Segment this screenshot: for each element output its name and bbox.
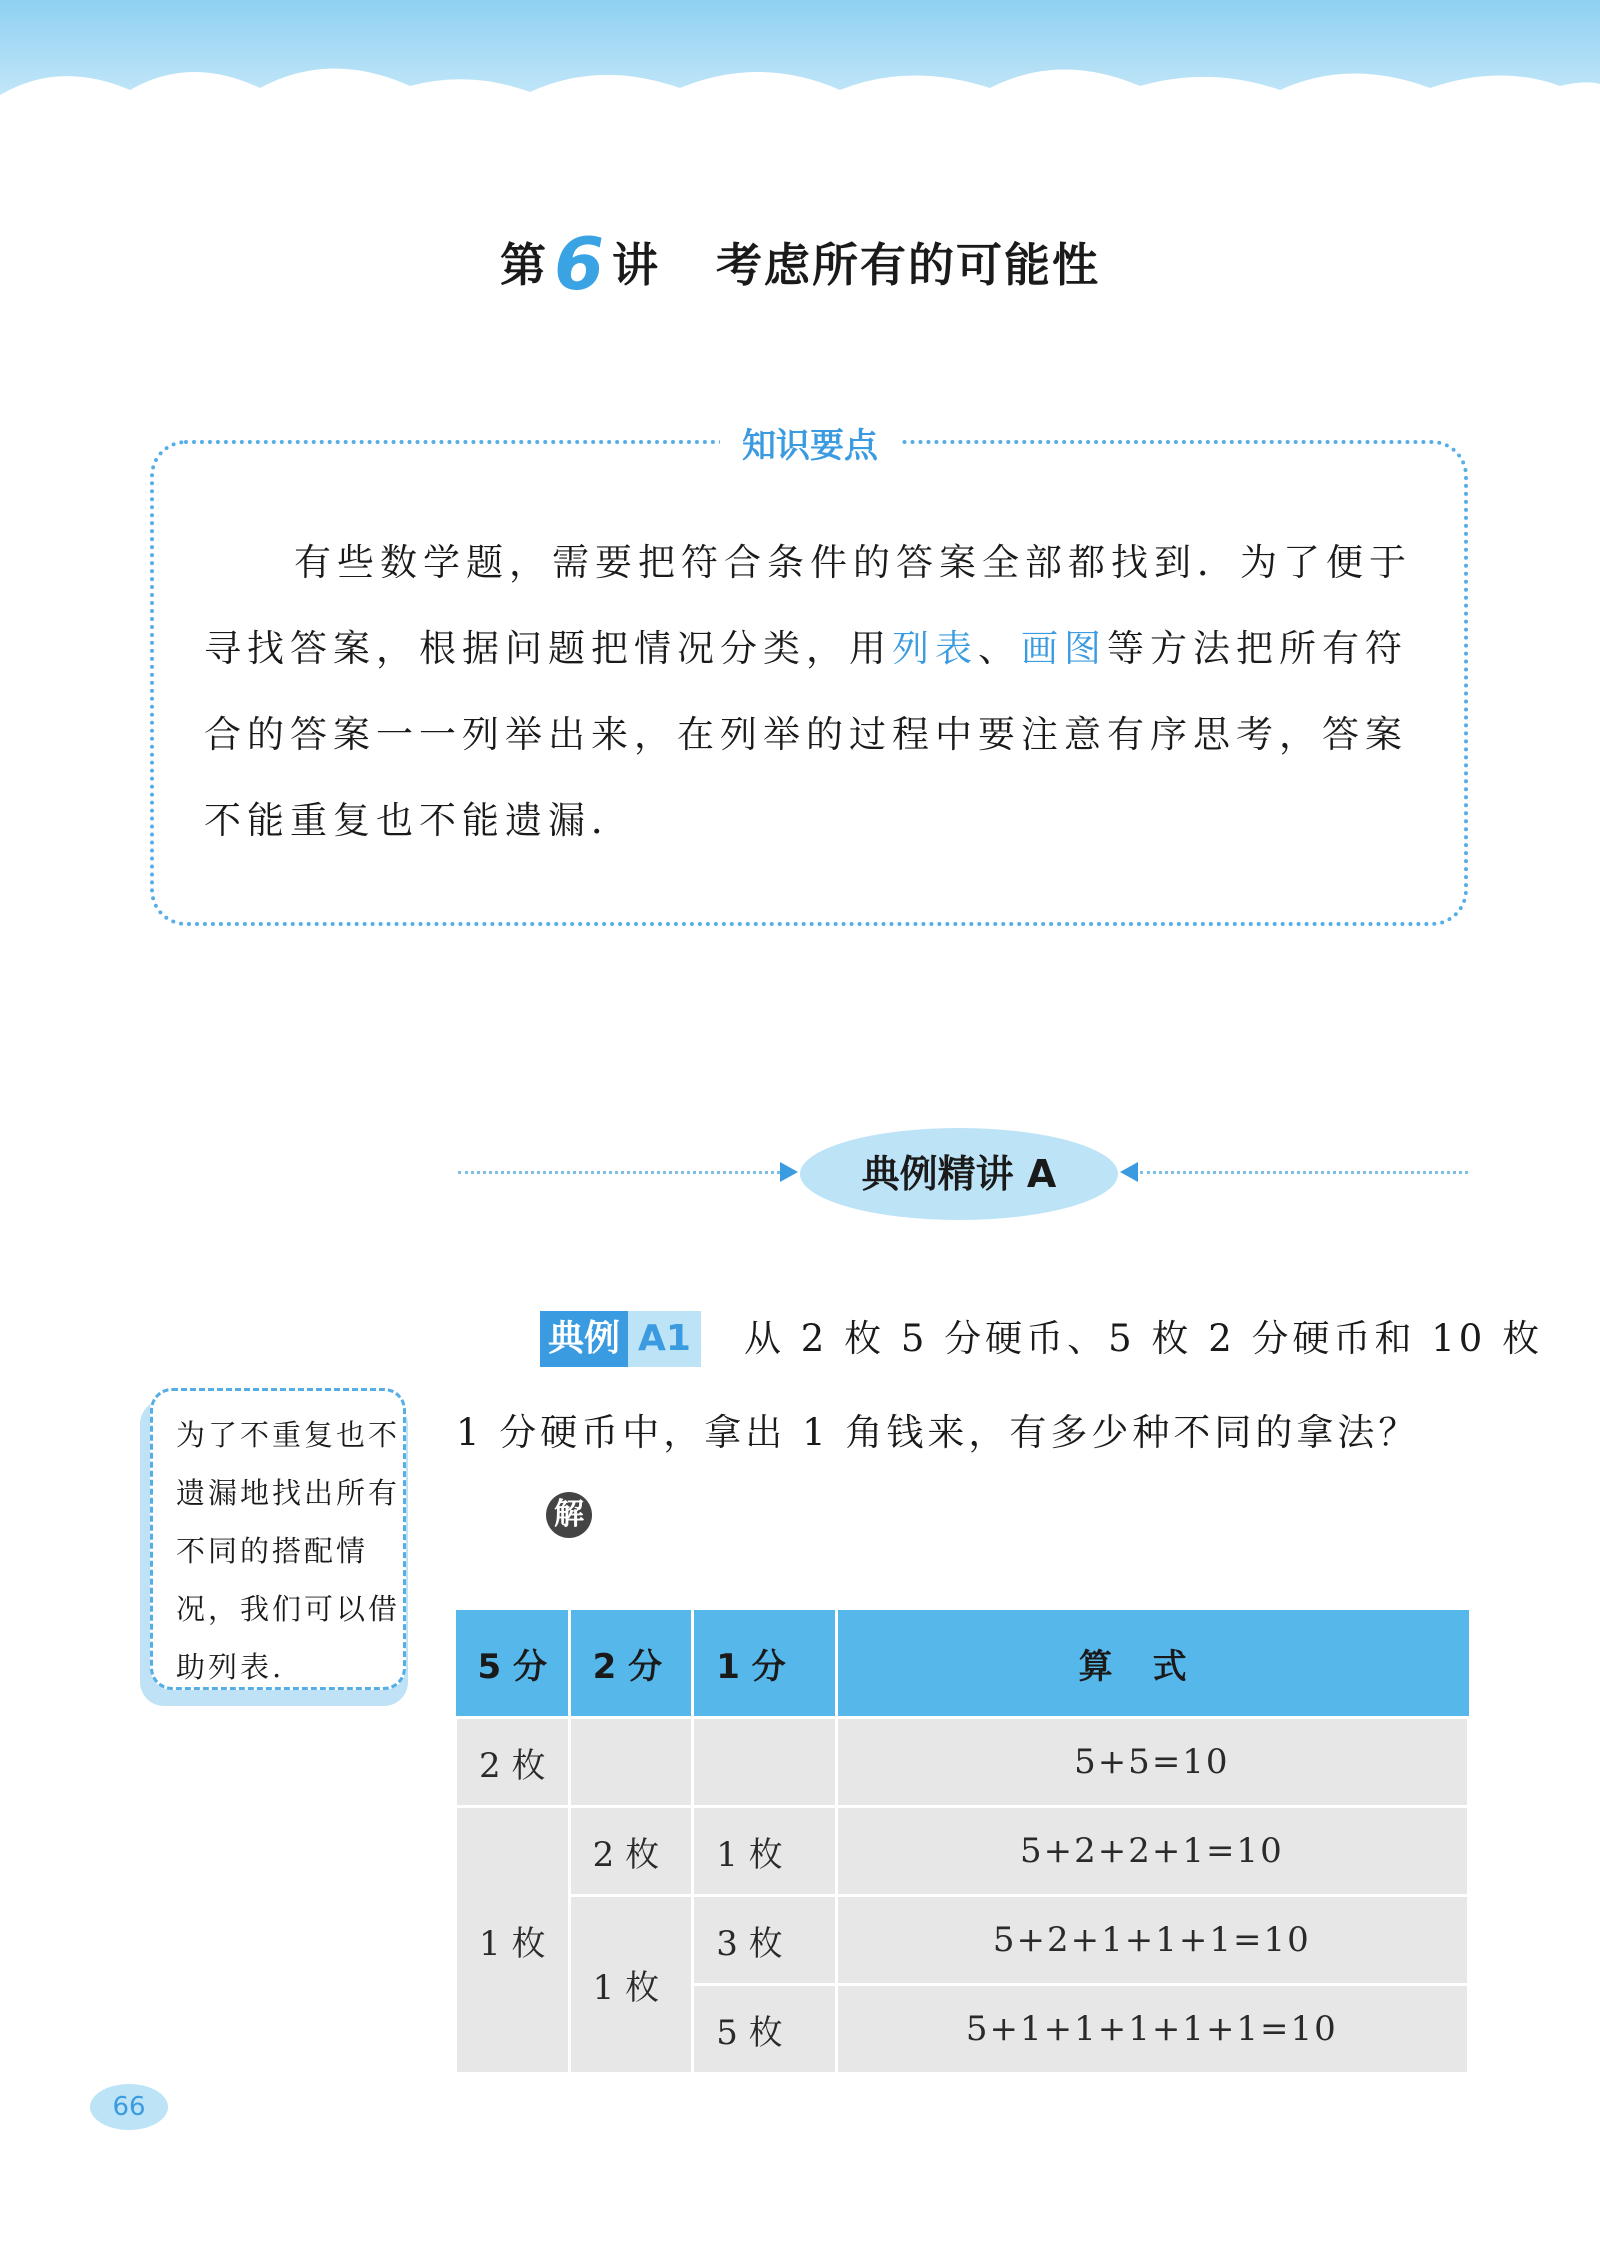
cell-1fen: 1 枚 [693,1807,836,1896]
section-divider-right [1140,1171,1468,1174]
arrow-right-icon [780,1162,798,1182]
cell-equation: 5+5=10 [836,1718,1468,1807]
knowledge-text-b: 等方法把所有符合的答案一一列举出来，在列举的过程中要注意有序思考，答案不能重复也不能遗漏． [204,627,1408,842]
cell-5fen: 2 枚 [456,1718,570,1807]
cell-1fen [693,1718,836,1807]
lecture-title [0,222,1600,306]
cell-equation: 5+2+1+1+1=10 [836,1896,1468,1985]
header-5fen: 5 分 [456,1610,570,1718]
page-number: 66 [90,2084,168,2130]
arrow-left-icon [1120,1162,1138,1182]
example-tag-label: 典例 [540,1311,628,1367]
header-equation: 算式 [836,1610,1468,1718]
example-question-line1: 从 2 枚 5 分硬币、5 枚 2 分硬币和 10 枚 [744,1317,1544,1360]
table-row [456,1718,1469,1807]
table-row [456,1807,1469,1896]
knowledge-text-a: 有些数学题，需要把符合条件的答案全部都找到．为了便于寻找答案，根据问题把情况分类，用 [204,541,1412,670]
table-header-row [456,1610,1469,1718]
sky-clouds-banner [0,0,1600,140]
cell-equation: 5+1+1+1+1+1=10 [836,1985,1468,2074]
knowledge-label: 知识要点 [720,418,900,467]
solution-table [454,1610,1470,2075]
cell-2fen: 2 枚 [569,1807,693,1896]
solution-marker: 解 [546,1492,592,1538]
knowledge-paragraph [204,520,1418,864]
cell-5fen: 1 枚 [456,1807,570,2074]
example-question-line2: 1 分硬币中，拿出 1 角钱来，有多少种不同的拿法？ [456,1411,1420,1454]
header-1fen: 1 分 [693,1610,836,1718]
lecture-number: 6 [553,222,607,306]
section-heading: 典例精讲 A [800,1128,1118,1220]
title-prefix: 第 [499,238,548,292]
example-tag-id: A1 [628,1311,701,1367]
knowledge-link-drawing: 画图 [1021,627,1107,670]
cell-1fen: 5 枚 [693,1985,836,2074]
header-2fen: 2 分 [569,1610,693,1718]
knowledge-link-table: 列表 [892,627,978,670]
example-tag [540,1311,701,1367]
title-topic: 考虑所有的可能性 [716,238,1101,292]
table-row [456,1896,1469,1985]
cell-equation: 5+2+2+1=10 [836,1807,1468,1896]
title-mid: 讲 [612,238,661,292]
section-divider-left [458,1171,780,1174]
tip-text: 为了不重复也不遗漏地找出所有不同的搭配情况，我们可以借助列表. [176,1418,401,1684]
knowledge-sep: 、 [978,627,1021,670]
cell-2fen: 1 枚 [569,1896,693,2074]
cell-2fen [569,1718,693,1807]
cell-1fen: 3 枚 [693,1896,836,1985]
